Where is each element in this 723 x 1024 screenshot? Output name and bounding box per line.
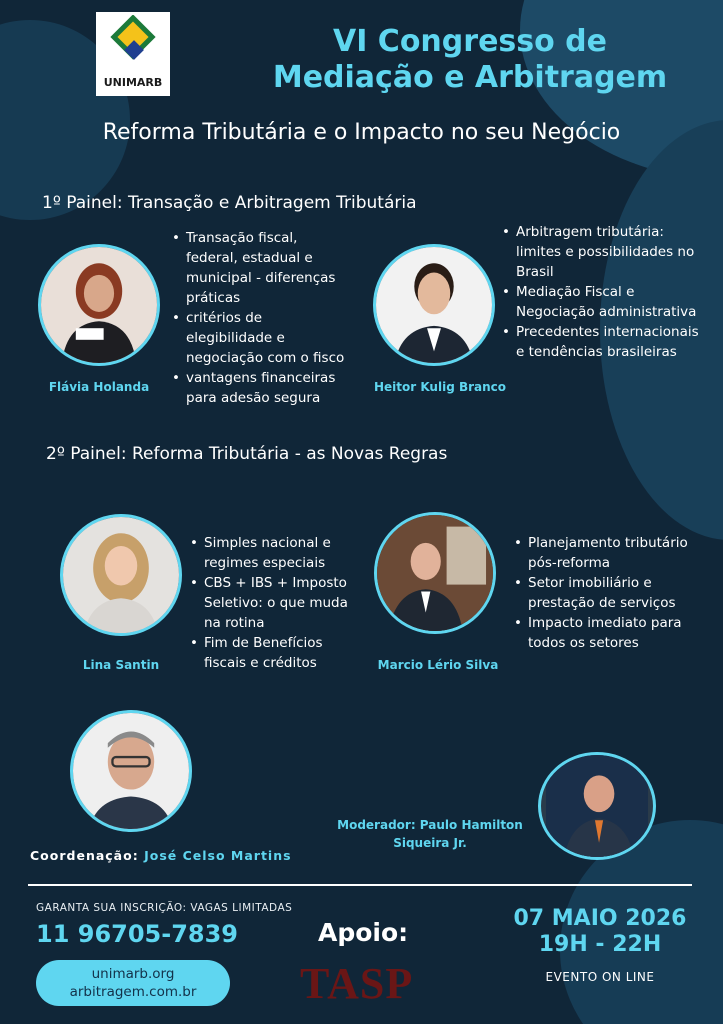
- time-text: 19H - 22H: [538, 932, 662, 957]
- speaker-topics: [502, 222, 702, 362]
- website-links-badge[interactable]: [36, 960, 230, 1006]
- website-link[interactable]: unimarb.org: [91, 966, 175, 982]
- topic-item: • Mediação Fiscal e Negociação administrativa: [502, 282, 702, 322]
- speaker-photo-flavia: [38, 244, 160, 366]
- speaker-name: Marcio Lério Silva: [377, 658, 499, 672]
- logo-mark-icon: [103, 15, 163, 75]
- speaker-topics: [514, 533, 700, 653]
- date-text: 07 MAIO 2026: [513, 906, 687, 931]
- moderator-caption: [330, 816, 530, 852]
- topic-item: • CBS + IBS + Imposto Seletivo: o que muda na rotina: [190, 573, 360, 633]
- speaker-photo-heitor: [373, 244, 495, 366]
- person-photo-icon: [41, 247, 157, 363]
- registration-note: GARANTA SUA INSCRIÇÃO: VAGAS LIMITADAS: [36, 902, 293, 914]
- speaker-name: Flávia Holanda: [48, 380, 150, 394]
- panel-1-title: 1º Painel: Transação e Arbitragem Tributária: [42, 193, 417, 213]
- topic-item: • Transação fiscal, federal, estadual e municipal - diferenças práticas: [172, 228, 352, 308]
- topic-item: • critérios de elegibilidade e negociação com o fisco: [172, 308, 352, 368]
- phone-number[interactable]: 11 96705-7839: [36, 920, 239, 948]
- moderator-line-2: Siqueira Jr.: [393, 836, 467, 850]
- event-date: [500, 906, 700, 958]
- title-line-1: VI Congresso de: [332, 24, 607, 59]
- person-photo-icon: [377, 515, 493, 631]
- website-link[interactable]: arbitragem.com.br: [69, 984, 197, 1000]
- topic-item: • Fim de Benefícios fiscais e créditos: [190, 633, 360, 673]
- coordination-label: Coordenação:: [30, 848, 139, 863]
- logo-text: UNIMARB: [103, 76, 163, 89]
- panel-2-title: 2º Painel: Reforma Tributária - as Novas Regras: [46, 444, 448, 464]
- topic-item: • Planejamento tributário pós-reforma: [514, 533, 700, 573]
- person-photo-icon: [63, 517, 179, 633]
- topic-item: • vantagens financeiras para adesão segura: [172, 368, 352, 408]
- event-title: [250, 24, 690, 96]
- coordination-line: [30, 848, 292, 863]
- person-photo-icon: [376, 247, 492, 363]
- coordinator-name: José Celso Martins: [144, 848, 292, 863]
- footer-divider: [28, 884, 692, 886]
- support-label: Apoio:: [318, 918, 409, 947]
- coordinator-photo: [70, 710, 192, 832]
- topic-item: • Arbitragem tributária: limites e possibilidades no Brasil: [502, 222, 702, 282]
- speaker-name: Lina Santin: [82, 658, 160, 672]
- speaker-topics: [190, 533, 360, 673]
- topic-item: • Setor imobiliário e prestação de serviços: [514, 573, 700, 613]
- moderator-line-1: Moderador: Paulo Hamilton: [337, 818, 523, 832]
- topic-item: • Impacto imediato para todos os setores: [514, 613, 700, 653]
- speaker-photo-marcio: [374, 512, 496, 634]
- sponsor-logo: TASP: [300, 959, 414, 1008]
- topic-item: • Simples nacional e regimes especiais: [190, 533, 360, 573]
- person-photo-icon: [73, 713, 189, 829]
- topic-item: • Precedentes internacionais e tendências brasileiras: [502, 322, 702, 362]
- speaker-name: Heitor Kulig Branco: [373, 380, 507, 394]
- event-mode: EVENTO ON LINE: [545, 970, 655, 984]
- speaker-photo-lina: [60, 514, 182, 636]
- event-subtitle: Reforma Tributária e o Impacto no seu Negócio: [102, 120, 621, 145]
- person-photo-icon: [541, 755, 653, 857]
- speaker-topics: [172, 228, 352, 408]
- unimarb-logo: [96, 12, 170, 96]
- title-line-2: Mediação e Arbitragem: [272, 60, 668, 95]
- moderator-photo: [538, 752, 656, 860]
